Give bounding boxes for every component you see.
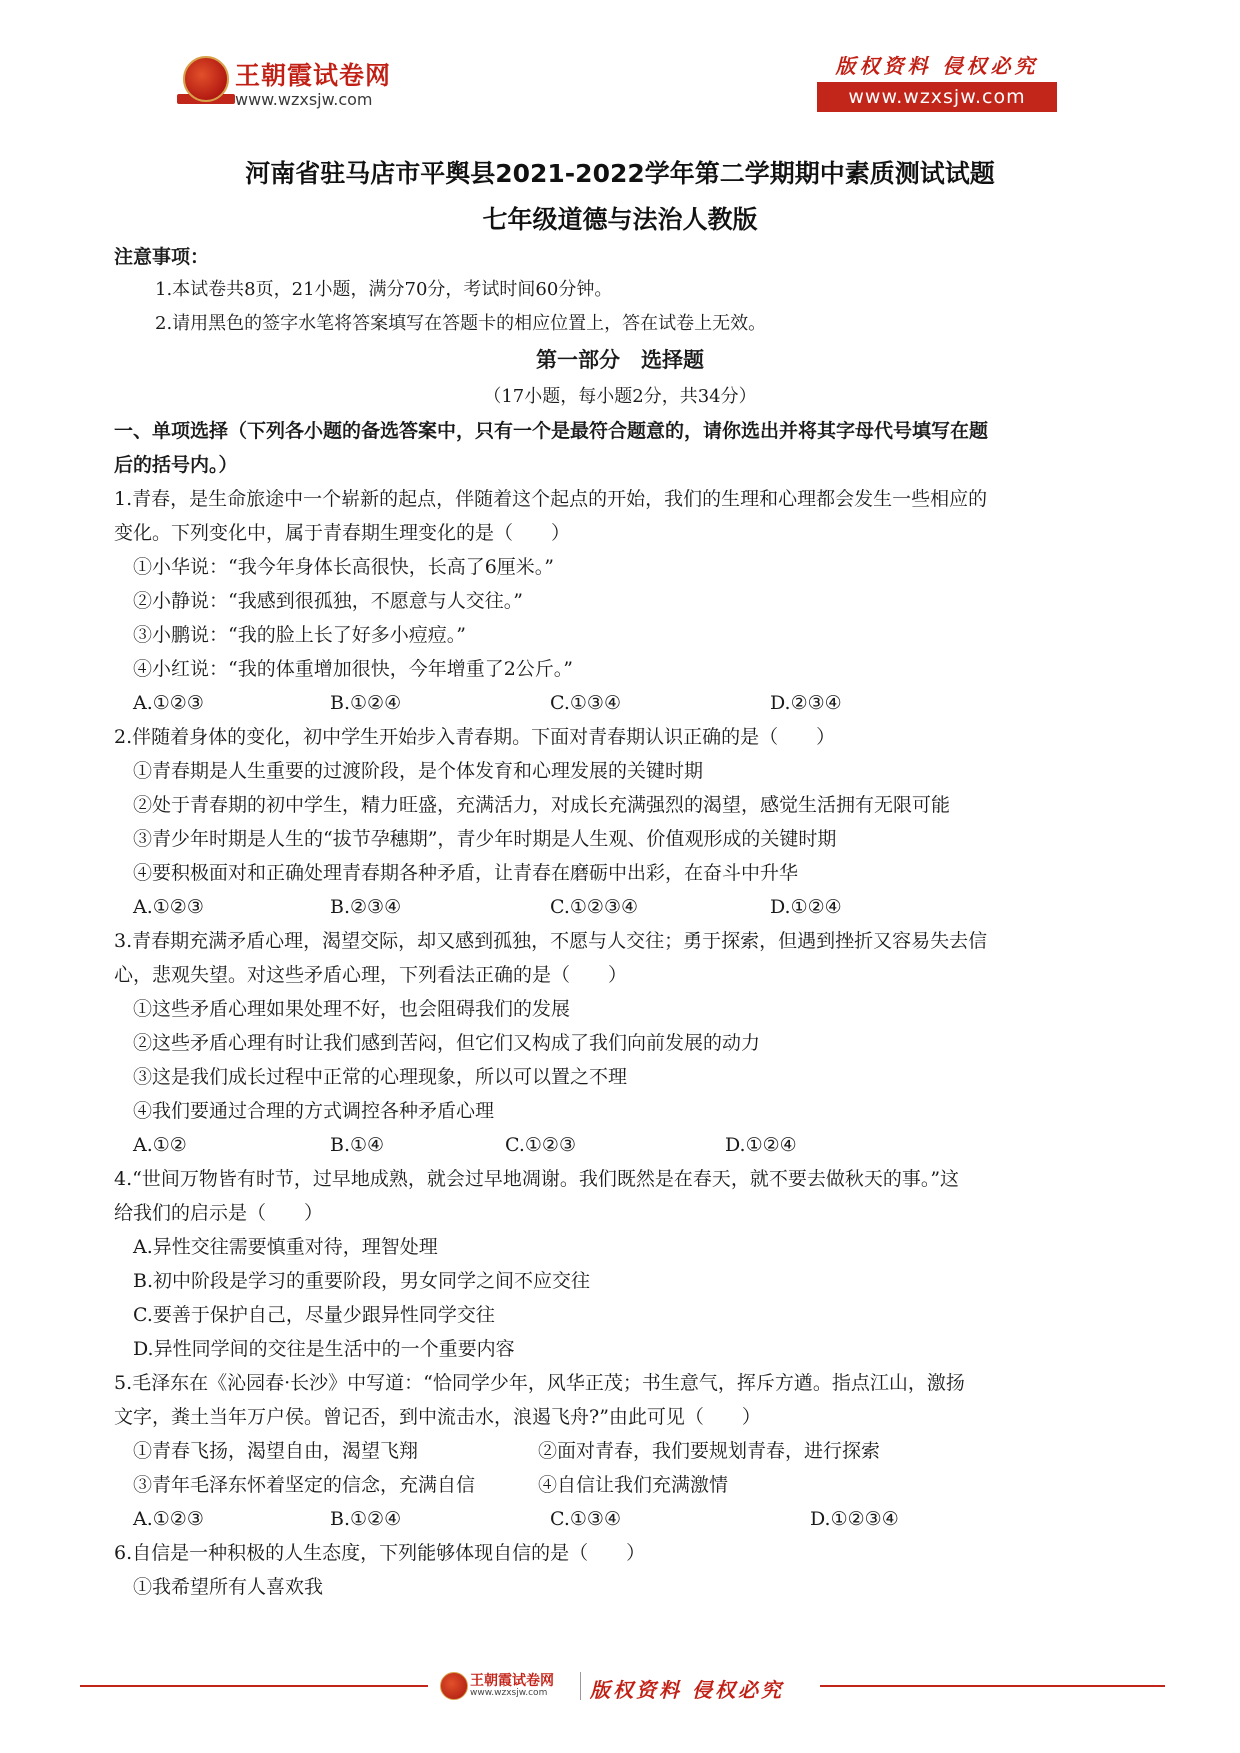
footer-separator	[580, 1672, 581, 1700]
answer-option: B.①④	[330, 1134, 385, 1156]
question-item: ②面对青春，我们要规划青春，进行探索	[538, 1440, 881, 1462]
answer-option: A.①②	[133, 1134, 187, 1156]
section-instruction: 后的括号内。）	[114, 454, 238, 476]
answer-option: A.①②③	[133, 1508, 204, 1530]
question-item: ②这些矛盾心理有时让我们感到苦闷，但它们又构成了我们向前发展的动力	[133, 1032, 761, 1054]
question-item: ②小静说：“我感到很孤独，不愿意与人交往。”	[133, 590, 523, 612]
question-item: ④小红说：“我的体重增加很快，今年增重了2公斤。”	[133, 658, 574, 680]
notice-item: 1.本试卷共8页，21小题，满分70分，考试时间60分钟。	[155, 279, 613, 300]
question-stem: 5.毛泽东在《沁园春·长沙》中写道：“恰同学少年，风华正茂；书生意气，挥斥方遒。指点江山，激扬	[114, 1372, 965, 1394]
question-item: ④自信让我们充满激情	[538, 1474, 729, 1496]
question-item: ③这是我们成长过程中正常的心理现象，所以可以置之不理	[133, 1066, 628, 1088]
question-stem: 1.青春，是生命旅途中一个崭新的起点，伴随着这个起点的开始，我们的生理和心理都会发生一些相应的	[114, 488, 988, 510]
logo-name: 王朝霞试卷网	[235, 61, 392, 90]
logo-seal-icon	[183, 56, 229, 102]
question-item: ①青春飞扬，渴望自由，渴望飞翔	[133, 1440, 419, 1462]
copyright-badge	[817, 50, 1057, 112]
footer-slogan: 版权资料 侵权必究	[590, 1678, 784, 1702]
question-item: ③青年毛泽东怀着坚定的信念，充满自信	[133, 1474, 476, 1496]
question-item: ④要积极面对和正确处理青春期各种矛盾，让青春在磨砺中出彩，在奋斗中升华	[133, 862, 799, 884]
section-instruction: 一、单项选择（下列各小题的备选答案中，只有一个是最符合题意的，请你选出并将其字母代号填写在题	[114, 420, 989, 442]
footer-divider	[80, 1685, 428, 1687]
question-item: ①青春期是人生重要的过渡阶段，是个体发育和心理发展的关键时期	[133, 760, 704, 782]
question-stem: 2.伴随着身体的变化，初中学生开始步入青春期。下面对青春期认识正确的是（ ）	[114, 726, 836, 748]
notice-item: 2.请用黑色的签字水笔将答案填写在答题卡的相应位置上，答在试卷上无效。	[155, 313, 767, 334]
copyright-slogan: 版权资料 侵权必究	[835, 54, 1039, 78]
site-logo	[183, 54, 413, 118]
notice-heading: 注意事项：	[114, 246, 210, 268]
question-stem: 给我们的启示是（ ）	[114, 1202, 324, 1224]
answer-option: C.①②③④	[550, 896, 639, 918]
question-item: ①小华说：“我今年身体长高很快，长高了6厘米。”	[133, 556, 555, 578]
answer-option: C.①②③	[505, 1134, 576, 1156]
answer-option: D.①②④	[725, 1134, 797, 1156]
answer-option: D.①②④	[770, 896, 842, 918]
answer-option: B.初中阶段是学习的重要阶段，男女同学之间不应交往	[133, 1270, 591, 1292]
question-item: ②处于青春期的初中学生，精力旺盛，充满活力，对成长充满强烈的渴望，感觉生活拥有无限可能	[133, 794, 951, 816]
question-item: ③青少年时期是人生的“拔节孕穗期”，青少年时期是人生观、价值观形成的关键时期	[133, 828, 837, 850]
answer-option: D.异性同学间的交往是生活中的一个重要内容	[133, 1338, 515, 1360]
answer-option: B.①②④	[330, 1508, 402, 1530]
logo-url: www.wzxsjw.com	[235, 90, 373, 109]
part-title: 第一部分 选择题	[536, 348, 704, 372]
answer-option: A.①②③	[133, 692, 204, 714]
answer-option: D.①②③④	[810, 1508, 899, 1530]
question-stem: 4.“世间万物皆有时节，过早地成熟，就会过早地凋谢。我们既然是在春天，就不要去做秋天的事。”这	[114, 1168, 960, 1190]
copyright-url: www.wzxsjw.com	[817, 82, 1057, 112]
answer-option: C.①③④	[550, 692, 621, 714]
footer-logo	[440, 1670, 820, 1704]
question-stem: 3.青春期充满矛盾心理，渴望交际，却又感到孤独，不愿与人交往；勇于探索，但遇到挫折又容易失去信	[114, 930, 988, 952]
page-title: 河南省驻马店市平舆县2021-2022学年第二学期期中素质测试试题	[245, 159, 995, 188]
part-subtitle: （17小题，每小题2分，共34分）	[483, 386, 757, 407]
question-item: ①这些矛盾心理如果处理不好，也会阻碍我们的发展	[133, 998, 571, 1020]
answer-option: A.异性交往需要慎重对待，理智处理	[133, 1236, 438, 1258]
answer-option: B.②③④	[330, 896, 402, 918]
answer-option: C.要善于保护自己，尽量少跟异性同学交往	[133, 1304, 495, 1326]
answer-option: C.①③④	[550, 1508, 621, 1530]
answer-option: D.②③④	[770, 692, 842, 714]
footer-divider	[820, 1685, 1165, 1687]
question-item: ③小鹏说：“我的脸上长了好多小痘痘。”	[133, 624, 466, 646]
answer-option: B.①②④	[330, 692, 402, 714]
question-stem: 文字，粪土当年万户侯。曾记否，到中流击水，浪遏飞舟?”由此可见（ ）	[114, 1406, 761, 1428]
question-stem: 变化。下列变化中，属于青春期生理变化的是（ ）	[114, 522, 571, 544]
question-item: ④我们要通过合理的方式调控各种矛盾心理	[133, 1100, 495, 1122]
question-stem: 心，悲观失望。对这些矛盾心理，下列看法正确的是（ ）	[114, 964, 628, 986]
question-stem: 6.自信是一种积极的人生态度，下列能够体现自信的是（ ）	[114, 1542, 646, 1564]
footer-logo-name: 王朝霞试卷网	[470, 1673, 554, 1689]
question-item: ①我希望所有人喜欢我	[133, 1576, 324, 1598]
footer-logo-url: www.wzxsjw.com	[470, 1688, 548, 1698]
footer-seal-icon	[440, 1672, 468, 1700]
answer-option: A.①②③	[133, 896, 204, 918]
page-subtitle: 七年级道德与法治人教版	[482, 205, 758, 234]
